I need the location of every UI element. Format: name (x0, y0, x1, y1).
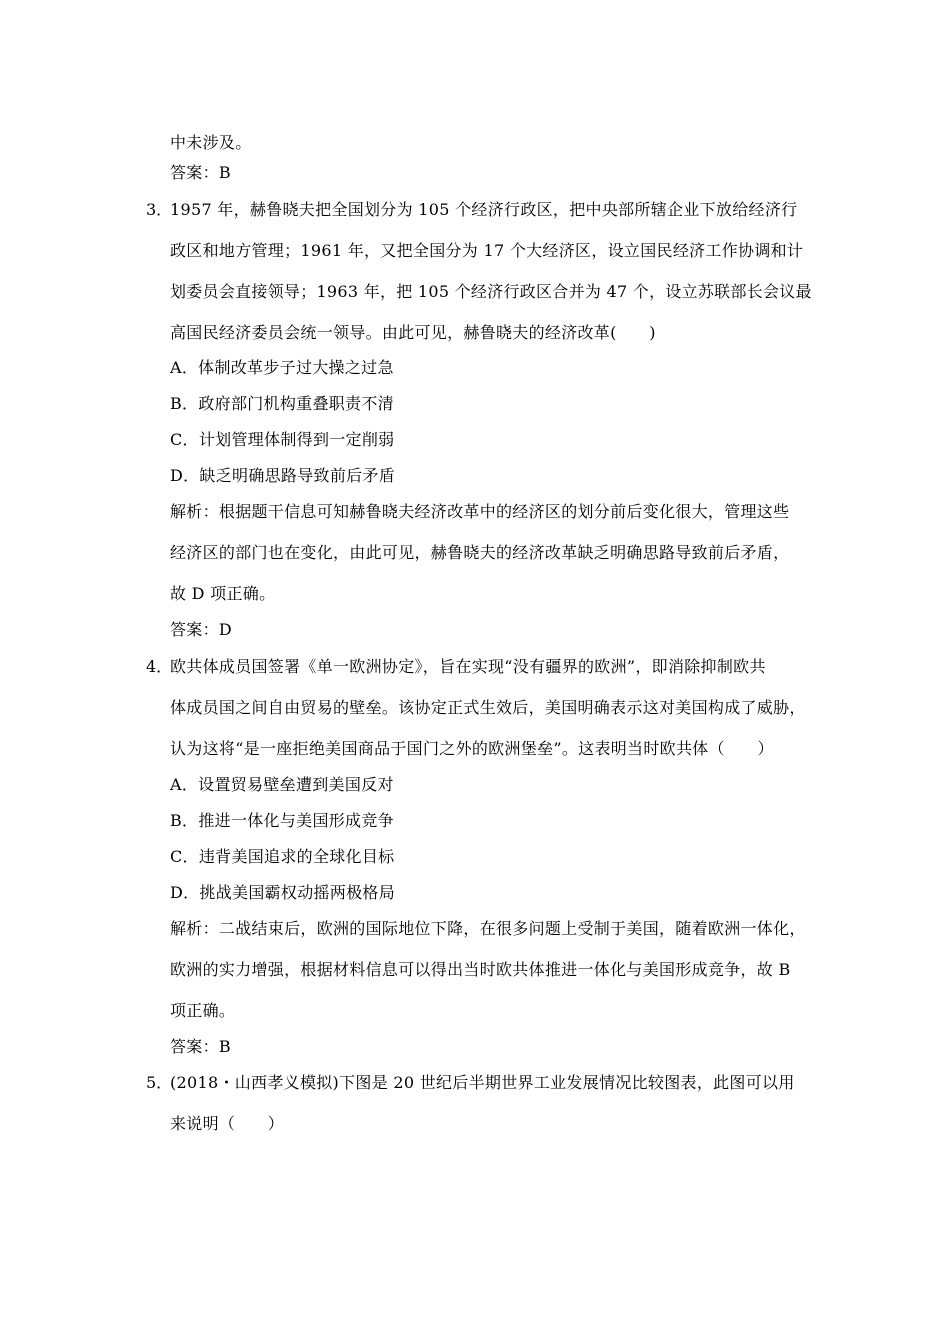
q4-option-a: A．设置贸易壁垒遭到美国反对 (170, 775, 394, 794)
q4-number: 4． (146, 657, 173, 676)
q4-analysis-line: 解析：二战结束后，欧洲的国际地位下降，在很多问题上受制于美国，随着欧洲一体化， (170, 919, 806, 938)
q3-stem-line: 政区和地方管理；1961 年，又把全国分为 17 个大经济区，设立国民经济工作协调和计 (170, 241, 804, 260)
q3-stem-line: 1957 年，赫鲁晓夫把全国划分为 105 个经济行政区，把中央部所辖企业下放给经济行 (170, 200, 798, 219)
q4-answer: 答案：B (170, 1037, 231, 1056)
q4-analysis-line: 欧洲的实力增强，根据材料信息可以得出当时欧共体推进一体化与美国形成竞争，故 B (170, 960, 791, 979)
q3-analysis-line: 故 D 项正确。 (170, 584, 276, 603)
q3-option-d: D．缺乏明确思路导致前后矛盾 (170, 466, 396, 485)
q4-option-b: B．推进一体化与美国形成竞争 (170, 811, 394, 830)
q4-option-c: C．违背美国追求的全球化目标 (170, 847, 395, 866)
q3-analysis-line: 解析：根据题干信息可知赫鲁晓夫经济改革中的经济区的划分前后变化很大，管理这些 (170, 502, 790, 521)
q5-stem-line: 来说明（ ） (170, 1114, 285, 1133)
q4-stem-line: 欧共体成员国签署《单一欧洲协定》，旨在实现“没有疆界的欧洲”，即消除抑制欧共 (170, 657, 766, 676)
q3-option-b: B．政府部门机构重叠职责不清 (170, 394, 394, 413)
q2-answer: 答案：B (170, 163, 231, 182)
q3-stem-line: 高国民经济委员会统一领导。由此可见，赫鲁晓夫的经济改革( ) (170, 323, 656, 342)
q5-stem-line: (2018・山西孝义模拟)下图是 20 世纪后半期世界工业发展情况比较图表，此图可以用 (170, 1073, 795, 1092)
q4-analysis-line: 项正确。 (170, 1001, 236, 1020)
q4-option-d: D．挑战美国霸权动摇两极格局 (170, 883, 396, 902)
q3-number: 3． (146, 200, 173, 219)
q4-stem-line: 体成员国之间自由贸易的壁垒。该协定正式生效后，美国明确表示这对美国构成了威胁， (170, 698, 806, 717)
q3-answer: 答案：D (170, 620, 233, 639)
q5-number: 5． (146, 1073, 173, 1092)
q3-option-c: C．计划管理体制得到一定削弱 (170, 430, 395, 449)
q2-text-end: 中未涉及。 (170, 133, 252, 152)
q3-option-a: A．体制改革步子过大操之过急 (170, 358, 394, 377)
q3-stem-line: 划委员会直接领导；1963 年，把 105 个经济行政区合并为 47 个，设立苏联部长会议最 (170, 282, 812, 301)
q3-analysis-line: 经济区的部门也在变化，由此可见，赫鲁晓夫的经济改革缺乏明确思路导致前后矛盾， (170, 543, 790, 562)
q4-stem-line: 认为这将“是一座拒绝美国商品于国门之外的欧洲堡垒”。这表明当时欧共体（ ） (170, 739, 774, 758)
